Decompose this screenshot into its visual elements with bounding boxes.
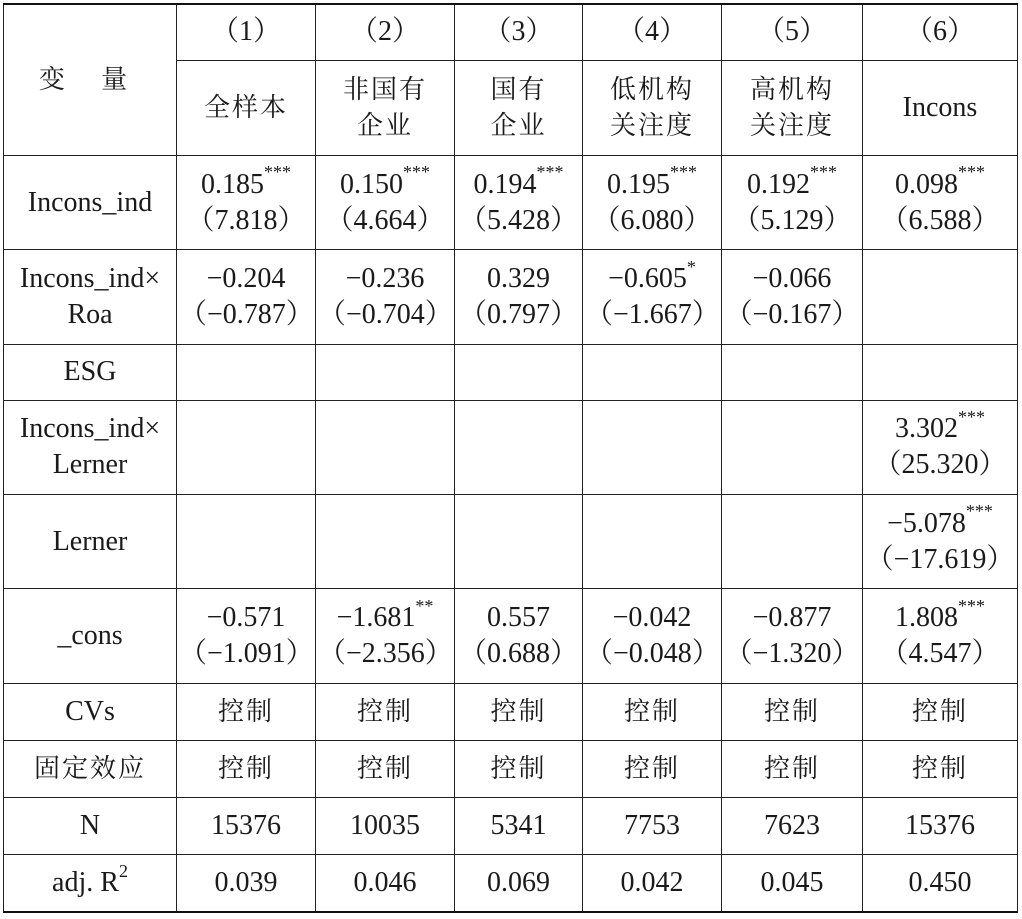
coefficient-cell [722,495,863,589]
coefficient-value: −0.042 [612,602,692,634]
coefficient-value: −0.571 [206,602,286,634]
footer-value: 0.046 [316,855,455,912]
row-label [4,156,177,250]
column-group-label: 低机构 关注度 [583,60,722,155]
footer-value: 控制 [722,683,863,740]
row-label [4,589,177,683]
coefficient-line [179,162,313,203]
coefficient-value: 0.195 [607,168,670,200]
significance-stars: *** [958,595,985,616]
footer-label [4,855,177,912]
t-statistic: （−17.619） [865,543,1015,575]
coefficient-row [4,250,1018,344]
coefficient-cell [863,589,1018,683]
coefficient-cell [722,156,863,250]
t-statistic: （0.797） [458,298,578,330]
coefficient-line [585,256,719,297]
coefficient-cell [863,156,1018,250]
coefficient-cell [316,250,455,344]
t-statistic: （4.664） [325,204,445,236]
column-number: （6） [863,4,1018,60]
coefficient-line [724,600,860,636]
t-statistic: （−0.787） [179,298,314,330]
footer-value: 控制 [177,683,316,740]
coefficient-value: 0.329 [487,262,550,294]
footer-label-superscript: 2 [118,860,128,881]
coefficient-line [585,162,719,203]
coefficient-cell [722,400,863,494]
coefficient-line [865,407,1015,447]
significance-stars: *** [958,407,985,428]
footer-value: 控制 [583,683,722,740]
footer-value: 0.042 [583,855,722,912]
coefficient-value: 0.098 [895,168,958,200]
footer-value: 15376 [863,798,1018,855]
footer-value: 控制 [583,740,722,797]
coefficient-line [865,595,1015,636]
coefficient-line [585,600,719,636]
footer-label [4,740,177,797]
coefficient-value: 0.150 [340,168,403,200]
coefficient-line [457,162,580,203]
row-label-line: ESG [63,356,117,388]
t-statistic: （−0.704） [318,298,453,330]
t-statistic: （4.547） [880,638,1000,670]
column-group-label: 高机构 关注度 [722,60,863,155]
t-statistic: （−2.356） [318,638,453,670]
row-label [4,250,177,344]
variable-header: 变 量 [4,4,177,156]
coefficient-cell [316,156,455,250]
row-label [4,344,177,400]
column-group-label: 全样本 [177,60,316,155]
footer-label-text: CVs [65,695,115,727]
coefficient-value: −0.066 [752,262,832,294]
coefficient-cell [455,344,583,400]
footer-label [4,683,177,740]
significance-stars: *** [536,162,564,183]
row-label-line: Lerner [52,449,128,481]
coefficient-line [318,261,452,297]
t-statistic: （−1.667） [585,298,720,330]
coefficient-value: −1.681 [336,602,416,634]
coefficient-row [4,589,1018,683]
coefficient-line [724,261,860,297]
regression-table [3,3,1018,913]
coefficient-cell [583,344,722,400]
column-group-label: 非国有 企业 [316,60,455,155]
coefficient-cell [316,495,455,589]
row-label-line: Incons_ind× [19,413,161,445]
footer-row [4,683,1018,740]
coefficient-cell [177,344,316,400]
t-statistic: （5.129） [732,204,852,236]
coefficient-cell [316,589,455,683]
footer-value: 15376 [177,798,316,855]
t-statistic: （6.080） [592,204,712,236]
coefficient-cell [863,495,1018,589]
footer-value: 0.450 [863,855,1018,912]
significance-stars: *** [670,162,697,183]
coefficient-cell [722,589,863,683]
coefficient-cell [316,400,455,494]
coefficient-line [179,600,313,636]
significance-stars: *** [810,162,837,183]
t-statistic: （5.428） [458,204,578,236]
footer-row [4,740,1018,797]
column-group-label: Incons [863,60,1018,155]
coefficient-cell [583,250,722,344]
coefficient-cell [177,495,316,589]
coefficient-cell [455,589,583,683]
coefficient-cell [177,250,316,344]
coefficient-cell [583,156,722,250]
row-label-line: Incons_ind× [19,262,161,294]
footer-value: 0.039 [177,855,316,912]
footer-value: 控制 [722,740,863,797]
footer-value: 控制 [863,740,1018,797]
coefficient-cell [583,495,722,589]
coefficient-cell [722,344,863,400]
coefficient-cell [583,589,722,683]
coefficient-value: −0.236 [345,262,425,294]
significance-stars: * [686,256,696,277]
t-statistic: （0.688） [458,638,578,670]
coefficient-cell [863,250,1018,344]
coefficient-cell [455,250,583,344]
significance-stars: *** [958,162,985,183]
footer-value: 7753 [583,798,722,855]
coefficient-line [724,162,860,203]
footer-value: 控制 [455,740,583,797]
t-statistic: （25.320） [873,449,1007,481]
coefficient-row [4,156,1018,250]
coefficient-cell [863,344,1018,400]
coefficient-cell [455,495,583,589]
row-label [4,400,177,494]
footer-value: 控制 [316,740,455,797]
coefficient-row [4,344,1018,400]
coefficient-value: −5.078 [887,507,966,539]
row-label-line: Roa [67,298,113,330]
column-number: （5） [722,4,863,60]
coefficient-row [4,400,1018,494]
row-label-line: Lerner [52,525,128,557]
column-number: （3） [455,4,583,60]
coefficient-row [4,495,1018,589]
footer-label-text: adj. R [52,867,119,899]
coefficient-line [865,162,1015,203]
significance-stars: *** [965,501,993,522]
coefficient-cell [722,250,863,344]
coefficient-value: 0.185 [201,168,264,200]
row-label-line: _cons [57,620,123,652]
coefficient-value: −0.605 [608,262,687,294]
footer-row [4,798,1018,855]
footer-label-text: 固定效应 [33,754,146,785]
footer-value: 10035 [316,798,455,855]
footer-value: 控制 [316,683,455,740]
coefficient-cell [177,156,316,250]
coefficient-value: 0.194 [473,168,537,200]
coefficient-cell [177,589,316,683]
footer-value: 0.045 [722,855,863,912]
coefficient-value: 0.557 [487,602,550,634]
row-label-line: Incons_ind [27,186,153,218]
t-statistic: （−1.091） [179,638,314,670]
coefficient-line [457,600,580,636]
footer-value: 5341 [455,798,583,855]
footer-label [4,798,177,855]
footer-value: 控制 [863,683,1018,740]
coefficient-line [865,501,1015,542]
coefficient-value: 3.302 [895,413,958,445]
t-statistic: （−1.320） [724,638,860,670]
coefficient-value: 0.192 [747,168,810,200]
column-number: （4） [583,4,722,60]
footer-value: 0.069 [455,855,583,912]
coefficient-cell [583,400,722,494]
footer-value: 控制 [455,683,583,740]
column-group-label: 国有 企业 [455,60,583,155]
t-statistic: （7.818） [186,204,306,236]
coefficient-value: 1.808 [895,602,958,634]
footer-label-text: N [79,810,101,842]
t-statistic: （−0.167） [724,298,860,330]
coefficient-line [318,162,452,203]
footer-value: 控制 [177,740,316,797]
coefficient-cell [455,400,583,494]
coefficient-line [318,595,452,636]
coefficient-cell [455,156,583,250]
coefficient-line [179,261,313,297]
coefficient-value: −0.204 [206,262,286,294]
coefficient-line [457,261,580,297]
coefficient-cell [316,344,455,400]
footer-value: 7623 [722,798,863,855]
significance-stars: ** [415,595,434,616]
header-row-numbers [4,4,1018,60]
column-number: （1） [177,4,316,60]
column-number: （2） [316,4,455,60]
coefficient-cell [863,400,1018,494]
coefficient-value: −0.877 [752,602,832,634]
footer-row [4,855,1018,912]
coefficient-cell [177,400,316,494]
significance-stars: *** [403,162,430,183]
significance-stars: *** [264,162,291,183]
t-statistic: （−0.048） [585,638,720,670]
t-statistic: （6.588） [880,204,1000,236]
row-label [4,495,177,589]
